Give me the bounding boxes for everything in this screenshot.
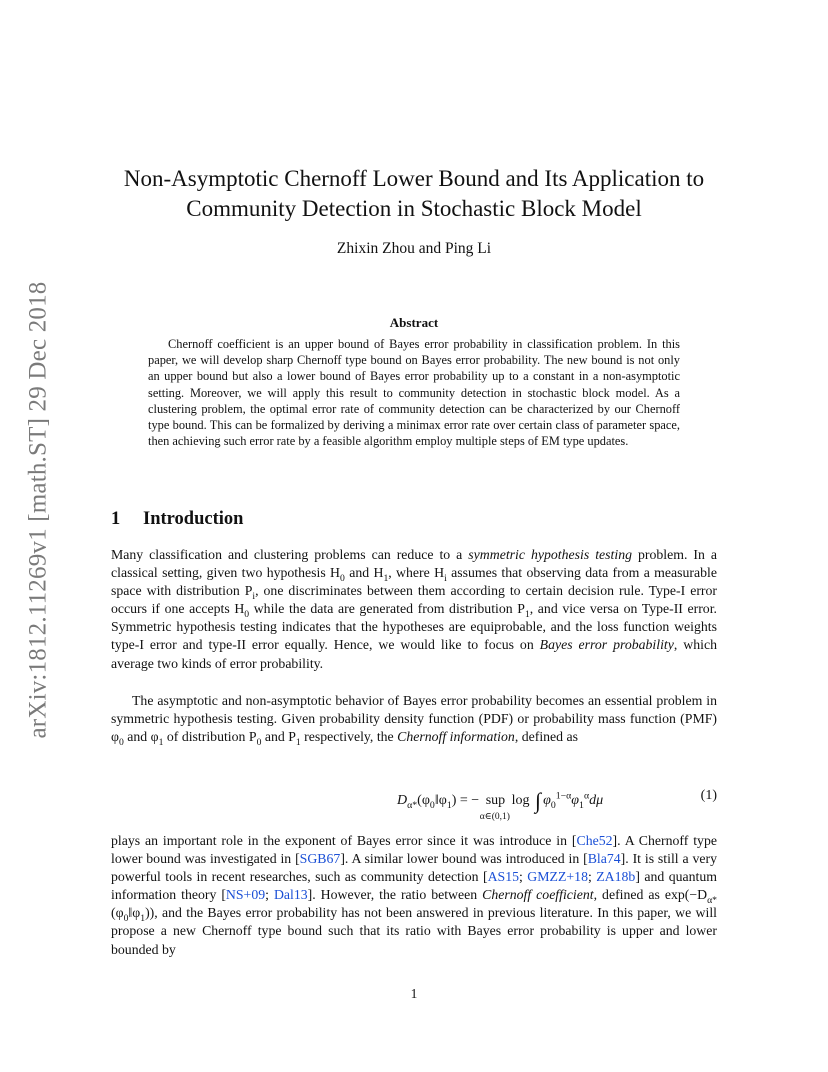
eq-log: log <box>511 793 530 808</box>
equation-1 <box>111 786 717 820</box>
citation-link[interactable]: NS+09 <box>225 887 266 903</box>
p3-text-h: )), and the Bayes error probability has not been answered in previous literature. In this paper, we will propose a new Chernoff type bound such that its ratio with Bayes error probability is upper and lower bounded by <box>111 905 717 957</box>
p2-text-b: and φ <box>123 729 159 745</box>
p1-sub: 0 <box>340 572 345 584</box>
p1-emphasis-symmetric: symmetric hypothesis testing <box>468 547 632 562</box>
p2-text-c: of distribution P <box>163 729 257 745</box>
p3-text-d: ]. It is still a very powerful tools in recent researches, such as community detection [ <box>111 851 717 885</box>
eq-args: (φ <box>417 793 430 808</box>
p3-text-g: , defined as exp(−D <box>593 887 708 903</box>
p2-text-d: and P <box>261 729 296 745</box>
title-line-2: Community Detection in Stochastic Block Model <box>186 196 642 221</box>
p3-text-b: ]. A Chernoff type lower bound was investigated in [ <box>111 833 717 867</box>
p1-text-a: Many classification and clustering problems can reduce to a <box>111 547 469 562</box>
citation-link[interactable]: SGB67 <box>299 851 341 867</box>
citation-link[interactable]: Bla74 <box>587 851 621 867</box>
p2-sub: 1 <box>295 736 301 748</box>
eq-sup: 1−α <box>555 790 572 802</box>
p1-text-b3: , where H <box>388 565 445 581</box>
eq-sub: 0 <box>550 799 556 811</box>
eq-sup-word: sup <box>485 793 506 808</box>
abstract-heading: Abstract <box>389 315 439 330</box>
citation-link[interactable]: Che52 <box>576 833 613 848</box>
page-number: 1 <box>410 986 418 1001</box>
paragraph-1 <box>111 546 717 673</box>
citation-link[interactable]: AS15 <box>487 869 520 885</box>
p1-emphasis-bayes: Bayes error probability <box>539 637 674 653</box>
p1-text-e: while the data are generated from distribution P <box>249 601 525 617</box>
eq-integral: ∫ <box>535 788 542 813</box>
citation-link[interactable]: ZA18b <box>596 869 636 885</box>
abstract-body-text: Chernoff coefficient is an upper bound of Bayes error probability in classification problem. In this paper, we will develop sharp Chernoff type bound on Bayes error probability. The new bound is not only an upper bound but also a lower bound of Bayes error probability up to a constant in a non-asymptotic setting. Moreover, we will apply this result to community detection in stochastic block model. As a clustering problem, the optimal error rate of community detection can be characterized by our Chernoff type bound. This can be formalized by deriving a minimax error rate over certain class of parameter space, then achieving such error rate by a feasible algorithm employ multiple steps of EM type updates. <box>148 337 680 449</box>
arxiv-identifier <box>18 270 58 750</box>
p3-text-g2: (φ <box>111 905 124 921</box>
p2-sub: 0 <box>118 736 124 748</box>
p1-sub: 1 <box>524 609 530 621</box>
eq-sup-range: α∈(0,1) <box>479 812 510 822</box>
p1-sub: 1 <box>383 572 389 584</box>
eq-phi0: φ <box>543 793 551 808</box>
p1-text-g: , which average two kinds of error probability. <box>111 637 717 671</box>
p3-emphasis-chernoff-coefficient: Chernoff coefficient <box>482 887 594 903</box>
p3-sub: 1 <box>140 913 146 925</box>
p3-sep: ; <box>587 869 597 885</box>
paragraph-2 <box>111 692 717 746</box>
p3-text-f: ]. However, the ratio between <box>307 887 483 903</box>
p1-text-b2: and H <box>344 565 384 581</box>
p1-text-c: assumes that observing data from a measurable space with distribution P <box>111 565 717 599</box>
title-line-1: Non-Asymptotic Chernoff Lower Bound and Its Application to <box>123 166 705 191</box>
p1-text-d: , one discriminates between them according to certain decision rule. Type-I error occurs if one accepts H <box>111 583 718 617</box>
eq-equals: ) = − <box>451 793 483 808</box>
equation-body <box>397 788 604 822</box>
p2-sub: 1 <box>158 736 164 748</box>
p2-text-a: The asymptotic and non-asymptotic behavior of Bayes error probability becomes an essential problem in symmetric hypothesis testing. Given probability density function (PDF) or probability mass function (PMF) φ <box>111 693 717 745</box>
p1-sub: 0 <box>244 609 250 621</box>
p2-text-e: respectively, the <box>300 729 398 745</box>
p3-text-e: ] and quantum information theory [ <box>111 869 717 903</box>
eq-sup-operator <box>479 793 510 822</box>
p3-sep: ; <box>519 869 528 885</box>
p2-sub: 0 <box>256 736 262 748</box>
p1-text-f: , and vice versa on Type-II error. Symmetric hypothesis testing indicates that the hypotheses are equiprobable, and the loss function weights type-I error and type-II error equally. Hence, we would like to focus on <box>111 601 717 653</box>
section-title: Introduction <box>143 509 244 529</box>
section-heading <box>111 509 243 530</box>
authors: Zhixin Zhou and Ping Li <box>336 240 492 257</box>
p2-text-f: , defined as <box>514 729 579 745</box>
p1-sub: i <box>252 590 256 602</box>
abstract-text <box>148 336 680 449</box>
paper-title <box>100 164 728 224</box>
eq-lhs-sub: α* <box>407 799 418 811</box>
p3-sub: α* <box>707 895 717 907</box>
arxiv-identifier-text: arXiv:1812.11269v1 [math.ST] 29 Dec 2018 <box>24 281 51 739</box>
eq-lhs: D <box>397 793 408 808</box>
p3-sub: 0 <box>123 913 129 925</box>
citation-link[interactable]: Dal13 <box>273 887 308 903</box>
paragraph-3 <box>111 832 717 959</box>
p3-text-g3: ‖φ <box>128 905 141 921</box>
eq-measure: dμ <box>589 793 604 808</box>
eq-sub: 1 <box>579 799 584 811</box>
equation-number: (1) <box>700 788 717 803</box>
eq-sub: 0 <box>429 799 435 811</box>
p1-sub: i <box>444 572 447 584</box>
p3-text-c: ]. A similar lower bound was introduced in [ <box>340 851 588 867</box>
section-number: 1 <box>111 509 121 529</box>
eq-sup: α <box>583 790 590 802</box>
citation-link[interactable]: GMZZ+18 <box>527 869 588 885</box>
p3-text-a: plays an important role in the exponent of Bayes error since it was introduce in [ <box>111 833 577 848</box>
p1-text-b: problem. In a classical setting, given two hypothesis H <box>111 547 717 581</box>
p2-emphasis-chernoff-information: Chernoff information <box>397 729 515 745</box>
eq-phi1: φ <box>571 793 580 808</box>
p3-sep: ; <box>265 887 274 903</box>
eq-args-mid: ‖φ <box>434 793 447 808</box>
eq-sub: 1 <box>446 799 452 811</box>
